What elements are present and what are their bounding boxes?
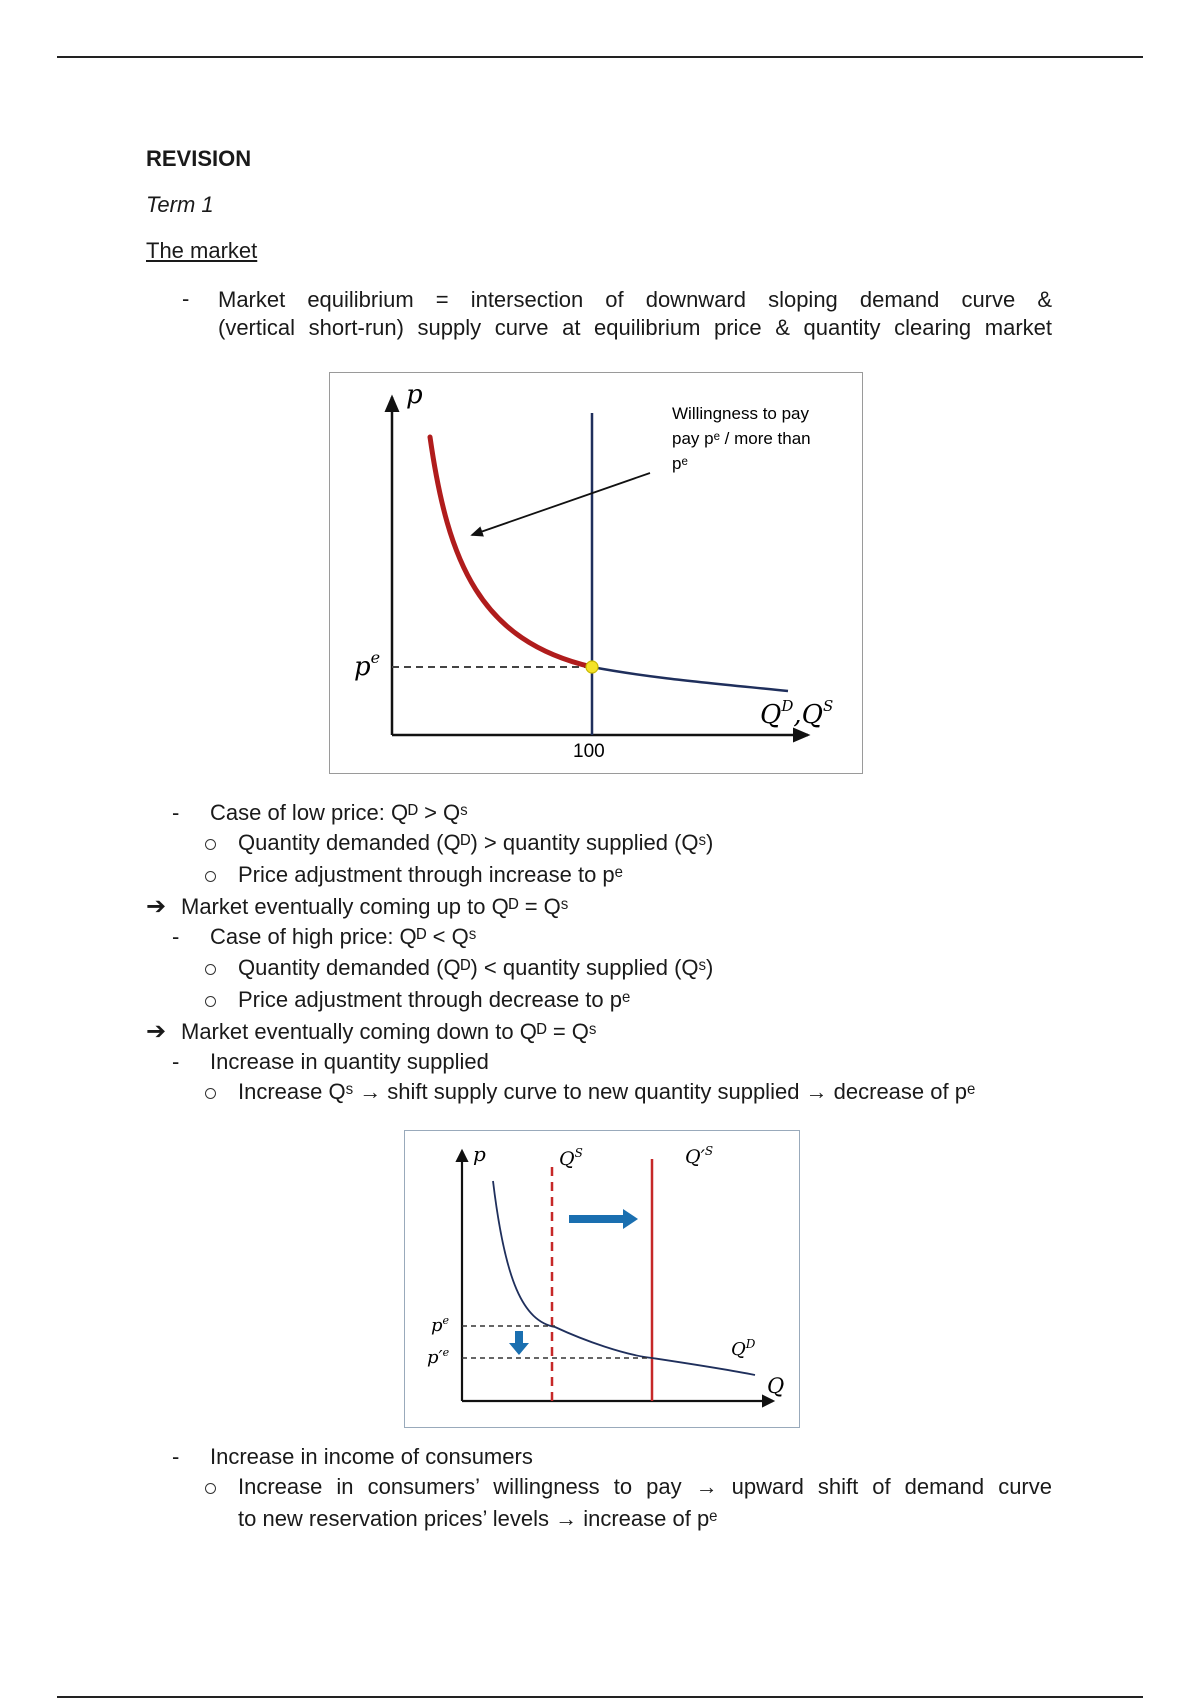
increase-income-point-line-1: Increase in consumers’ willingness to pay → upward shift of demand curve [238,1474,1052,1499]
low-price-point-2: Price adjustment through increase to pᵉ [238,862,623,887]
dash-bullet: - [172,800,180,825]
supply-old-label: $Q^S$ [559,1146,583,1170]
equilibrium-figure [329,372,863,774]
increase-supply-point: Increase Qˢ → shift supply curve to new quantity supplied → decrease of pᵉ [238,1079,976,1104]
increase-supply: Increase in quantity supplied [210,1049,489,1074]
case-high-price: Case of high price: Qᴰ < Qˢ [210,924,477,949]
high-price-point-2: Price adjustment through decrease to pᵉ [238,987,631,1012]
dash-bullet: - [172,1049,180,1074]
y-axis-label: p [473,1142,486,1166]
low-price-point-1: Quantity demanded (Qᴰ) > quantity supplied (Qˢ) [238,830,714,855]
price-old-label: $p^e$ [431,1314,450,1336]
supply-new-label: $Q'^S$ [685,1144,714,1168]
dash-bullet: - [172,924,180,949]
increase-income: Increase in income of consumers [210,1444,533,1469]
dash-bullet: - [172,1444,180,1469]
tick-label-100: 100 [573,741,605,762]
circle-bullet [205,1483,216,1494]
circle-bullet [205,964,216,975]
arrow-bullet: ➔ [146,893,167,920]
annotation-line-1: Willingness to pay [672,404,810,423]
annotation-line-3: pᵉ [672,454,688,473]
increase-income-point-line-2: to new reservation prices’ levels → increase of pᵉ [238,1506,718,1531]
circle-bullet [205,871,216,882]
price-down-arrow [509,1331,529,1355]
y-axis-label: p [406,380,423,410]
top-rule [57,56,1143,58]
shift-right-arrow [569,1209,638,1229]
demand-curve-high [430,437,592,667]
term-label: Term 1 [146,192,214,217]
annotation-line-2: pay pᵉ / more than [672,429,811,448]
arrow-bullet: ➔ [146,1018,167,1045]
demand-label: $Q^D$ [731,1337,756,1360]
section-title: The market [146,238,258,263]
intro-line-2: (vertical short-run) supply curve at equilibrium price & quantity clearing market [218,315,1052,340]
equilibrium-point [586,661,598,673]
x-axis-label: Q [767,1374,785,1398]
circle-bullet [205,996,216,1007]
supply-shift-chart [405,1131,799,1427]
arrow-point-1: Market eventually coming up to Qᴰ = Qˢ [181,894,569,919]
equilibrium-chart [330,373,862,773]
annotation-arrow [472,473,650,535]
intro-paragraph [218,286,1052,342]
arrow-point-2: Market eventually coming down to Qᴰ = Qˢ [181,1019,597,1044]
high-price-point-1: Quantity demanded (Qᴰ) < quantity supplied (Qˢ) [238,955,714,980]
circle-bullet [205,839,216,850]
page-heading: REVISION [146,146,252,171]
bottom-rule [57,1696,1143,1698]
price-label: $p^e$ [354,648,381,682]
intro-line-1: Market equilibrium = intersection of downward sloping demand curve & [218,287,1052,312]
circle-bullet [205,1088,216,1099]
dash-bullet: - [182,286,190,311]
case-low-price: Case of low price: Qᴰ > Qˢ [210,800,468,825]
x-axis-label: $Q^D,Q^S$ [760,697,834,730]
demand-curve-low [592,667,788,691]
price-new-label: $p'^e$ [427,1346,450,1368]
supply-shift-figure [404,1130,800,1428]
